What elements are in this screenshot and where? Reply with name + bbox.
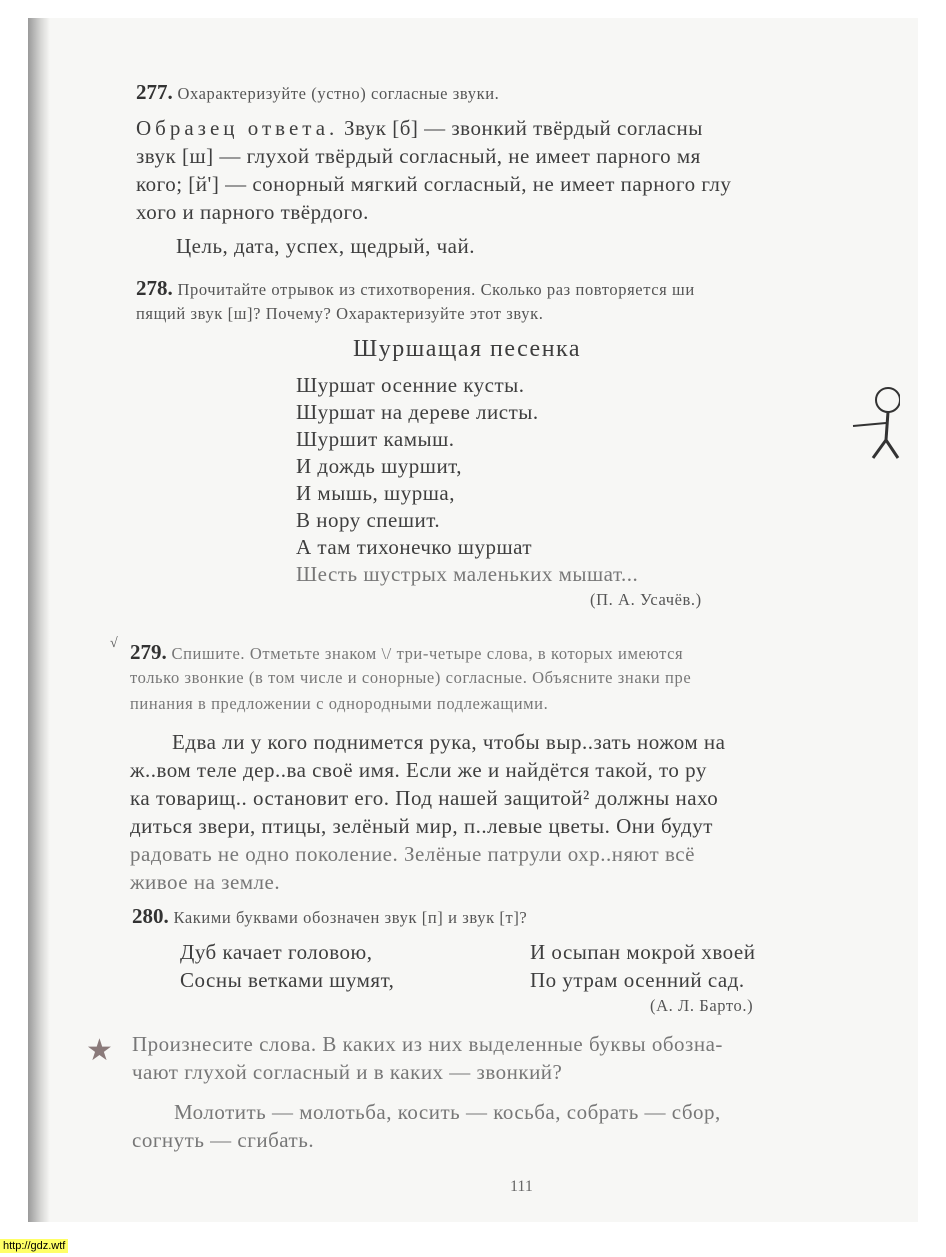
exercise-number: 280. xyxy=(132,904,169,928)
task-text: Охарактеризуйте (устно) согласные звуки. xyxy=(177,84,500,103)
page-number: 111 xyxy=(510,1178,533,1195)
exercise-number: 279. xyxy=(130,640,167,664)
poem-line: И мышь, шурша, xyxy=(296,481,455,505)
poem-line: Шесть шустрых маленьких мышат... xyxy=(296,562,639,586)
poem-line: Шуршат на дереве листы. xyxy=(296,400,539,424)
text-line: радовать не одно поколение. Зелёные патрули охр..няют всё xyxy=(130,842,695,866)
sample-label: Образец ответа. xyxy=(136,116,339,140)
poem-line: А там тихонечко шуршат xyxy=(296,535,533,559)
text-line: звук [ш] — глухой твёрдый согласный, не имеет парного мя xyxy=(136,144,701,168)
text-line: Едва ли у кого поднимется рука, чтобы выр..зать ножом на xyxy=(172,730,726,754)
poem-line: Дуб качает головою, xyxy=(180,940,373,964)
text-line: диться звери, птицы, зелёный мир, п..левые цветы. Они будут xyxy=(130,814,713,838)
poem-line: В нору спешит. xyxy=(296,508,441,532)
poem-title: Шуршащая песенка xyxy=(353,336,581,362)
watermark-link[interactable]: http://gdz.wtf xyxy=(0,1239,68,1253)
task-text: чают глухой согласный и в каких — звонкий? xyxy=(132,1060,563,1084)
exercise-279-task xyxy=(130,640,683,665)
exercise-number: 277. xyxy=(136,80,173,104)
poem-line: Шуршит камыш. xyxy=(296,427,455,451)
poem-author: (П. А. Усачёв.) xyxy=(590,590,702,609)
word-list: Цель, дата, успех, щедрый, чай. xyxy=(176,234,475,258)
text-line: ж..вом теле дер..ва своё имя. Если же и найдётся такой, то ру xyxy=(130,758,707,782)
text-line: хого и парного твёрдого. xyxy=(136,200,369,224)
poem-author: (А. Л. Барто.) xyxy=(650,996,754,1015)
task-text: Спишите. Отметьте знаком \/ три-четыре слова, в которых имеются xyxy=(171,644,684,663)
scanned-page xyxy=(28,18,918,1222)
poem-line: По утрам осенний сад. xyxy=(530,968,745,992)
exercise-number: 278. xyxy=(136,276,173,300)
text-line: Звук [б] — звонкий твёрдый согласны xyxy=(344,116,703,140)
task-text: Какими буквами обозначен звук [п] и звук [т]? xyxy=(173,908,528,927)
task-text: Прочитайте отрывок из стихотворения. Сколько раз повторяется ши xyxy=(177,280,695,299)
task-text: пинания в предложении с однородными подлежащими. xyxy=(130,694,549,713)
poem-line: Сосны ветками шумят, xyxy=(180,968,395,992)
checkmark-icon: √ xyxy=(110,636,118,651)
word-list: согнуть — сгибать. xyxy=(132,1128,315,1152)
sample-answer-line xyxy=(136,116,703,141)
page-content xyxy=(28,18,900,1222)
poem-line: И дождь шуршит, xyxy=(296,454,463,478)
task-text: только звонкие (в том числе и сонорные) согласные. Объясните знаки пре xyxy=(130,668,692,687)
star-icon: ★ xyxy=(86,1034,113,1067)
exercise-280-task xyxy=(132,904,527,929)
poem-line: Шуршат осенние кусты. xyxy=(296,373,525,397)
exercise-278-task xyxy=(136,276,695,301)
text-line: ка товарищ.. остановит его. Под нашей защитой² должны нахо xyxy=(130,786,719,810)
text-line: живое на земле. xyxy=(130,870,281,894)
exercise-277-task xyxy=(136,80,499,105)
text-line: кого; [й'] — сонорный мягкий согласный, не имеет парного глу xyxy=(136,172,732,196)
word-list: Молотить — молотьба, косить — косьба, собрать — сбор, xyxy=(174,1100,721,1124)
cartoon-figure-illustration xyxy=(848,378,900,468)
task-text: Произнесите слова. В каких из них выделенные буквы обозна- xyxy=(132,1032,723,1056)
poem-line: И осыпан мокрой хвоей xyxy=(530,940,756,964)
task-text: пящий звук [ш]? Почему? Охарактеризуйте этот звук. xyxy=(136,304,544,323)
